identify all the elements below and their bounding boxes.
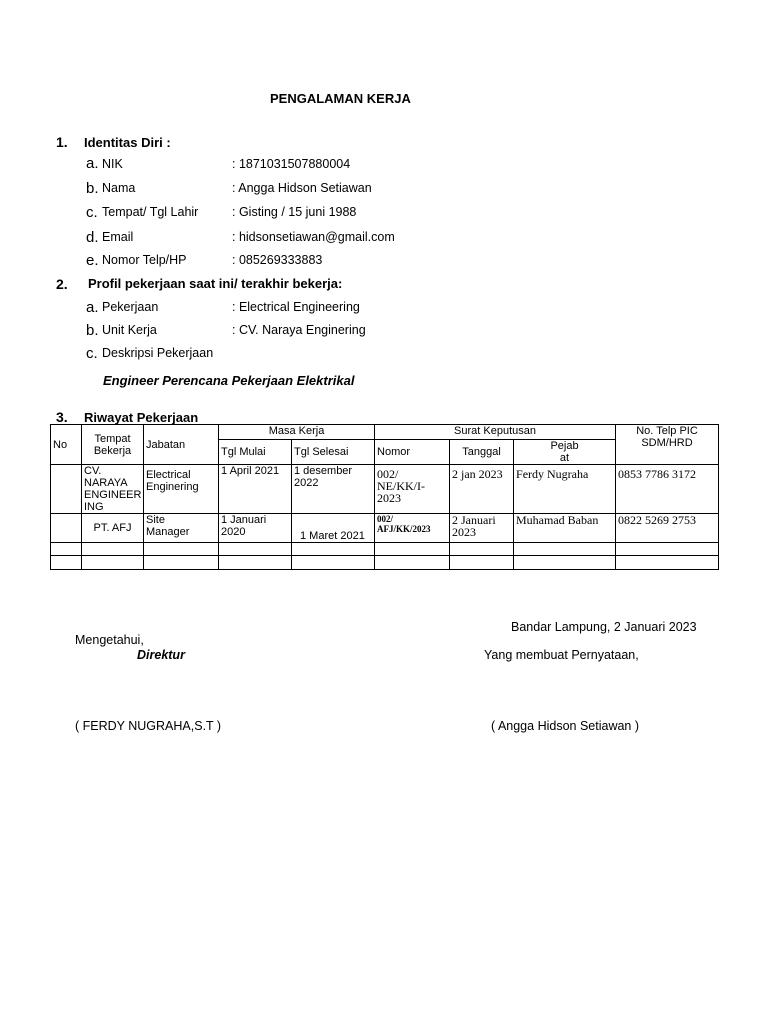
- director-signature-name: ( FERDY NUGRAHA,S.T ): [75, 719, 222, 733]
- header-no: No: [51, 425, 82, 465]
- cell-jabatan: Site Manager: [144, 514, 219, 543]
- header-surat-keputusan: Surat Keputusan: [375, 425, 616, 440]
- item-letter: d.: [86, 229, 99, 246]
- header-tgl-mulai: Tgl Mulai: [219, 440, 292, 465]
- cell-tempat: PT. AFJ: [82, 514, 144, 543]
- header-nomor: Nomor: [375, 440, 450, 465]
- table-row-empty: [51, 556, 719, 570]
- cell-telp: 0822 5269 2753: [616, 514, 719, 543]
- phone-value: : 085269333883: [232, 253, 323, 267]
- cell-tanggal: 2 Januari 2023: [450, 514, 514, 543]
- phone-label: Nomor Telp/HP: [102, 253, 187, 267]
- section-1-number: 1.: [56, 134, 68, 150]
- ttl-value: : Gisting / 15 juni 1988: [232, 205, 357, 219]
- item-letter: e.: [86, 252, 99, 269]
- place-date: Bandar Lampung, 2 Januari 2023: [511, 620, 697, 634]
- job-description: Engineer Perencana Pekerjaan Elektrikal: [103, 373, 355, 388]
- section-2-title: Profil pekerjaan saat ini/ terakhir bekerja:: [88, 276, 343, 291]
- declarant-signature-name: ( Angga Hidson Setiawan ): [491, 719, 640, 733]
- nik-label: NIK: [102, 157, 123, 171]
- nik-value: : 1871031507880004: [232, 157, 351, 171]
- email-value: : hidsonsetiawan@gmail.com: [232, 230, 395, 244]
- cell-no: [51, 465, 82, 514]
- mengetahui-label: Mengetahui,: [75, 633, 144, 647]
- section-3-number: 3.: [56, 409, 68, 425]
- direktur-label: Direktur: [137, 648, 185, 662]
- table-row: [51, 514, 719, 543]
- cell-tgl-selesai: 1 desember 2022: [292, 465, 375, 514]
- yang-membuat-label: Yang membuat Pernyataan,: [484, 648, 639, 662]
- ttl-label: Tempat/ Tgl Lahir: [102, 205, 199, 219]
- cell-tgl-selesai: 1 Maret 2021: [292, 514, 375, 543]
- item-letter: c.: [86, 345, 98, 362]
- unit-kerja-value: : CV. Naraya Enginering: [232, 323, 366, 337]
- deskripsi-label: Deskripsi Pekerjaan: [102, 346, 214, 360]
- cell-telp: 0853 7786 3172: [616, 465, 719, 514]
- item-letter: b.: [86, 180, 99, 197]
- table-row-empty: [51, 543, 719, 556]
- cell-nomor: 002/ AFJ/KK/2023: [375, 514, 450, 543]
- section-3-title: Riwayat Pekerjaan: [84, 410, 199, 425]
- item-letter: a.: [86, 299, 99, 316]
- cell-nomor: 002/ NE/KK/I- 2023: [375, 465, 450, 514]
- nama-label: Nama: [102, 181, 136, 195]
- header-pejabat: Pejab at: [514, 440, 616, 465]
- header-telp: No. Telp PIC SDM/HRD: [616, 425, 719, 465]
- cell-no: [51, 514, 82, 543]
- item-letter: a.: [86, 155, 99, 172]
- cell-jabatan: Electrical Enginering: [144, 465, 219, 514]
- header-tgl-selesai: Tgl Selesai: [292, 440, 375, 465]
- cell-tempat: CV. NARAYA ENGINEER ING: [82, 465, 144, 514]
- header-jabatan: Jabatan: [144, 425, 219, 465]
- header-masa-kerja: Masa Kerja: [219, 425, 375, 440]
- unit-kerja-label: Unit Kerja: [102, 323, 157, 337]
- cell-tgl-mulai: 1 Januari 2020: [219, 514, 292, 543]
- pekerjaan-value: : Electrical Engineering: [232, 300, 360, 314]
- cell-pejabat: Muhamad Baban: [514, 514, 616, 543]
- cell-tanggal: 2 jan 2023: [450, 465, 514, 514]
- page-title: PENGALAMAN KERJA: [270, 91, 411, 106]
- section-2-number: 2.: [56, 276, 68, 292]
- header-tanggal: Tanggal: [450, 440, 514, 465]
- section-1-title: Identitas Diri :: [84, 135, 171, 150]
- work-history-table: [50, 424, 719, 570]
- table-row: [51, 465, 719, 514]
- nama-value: : Angga Hidson Setiawan: [232, 181, 372, 195]
- item-letter: b.: [86, 322, 99, 339]
- header-tempat: Tempat Bekerja: [82, 425, 144, 465]
- pekerjaan-label: Pekerjaan: [102, 300, 159, 314]
- cell-pejabat: Ferdy Nugraha: [514, 465, 616, 514]
- cell-tgl-mulai: 1 April 2021: [219, 465, 292, 514]
- item-letter: c.: [86, 204, 98, 221]
- email-label: Email: [102, 230, 134, 244]
- table-header-row: [51, 425, 719, 440]
